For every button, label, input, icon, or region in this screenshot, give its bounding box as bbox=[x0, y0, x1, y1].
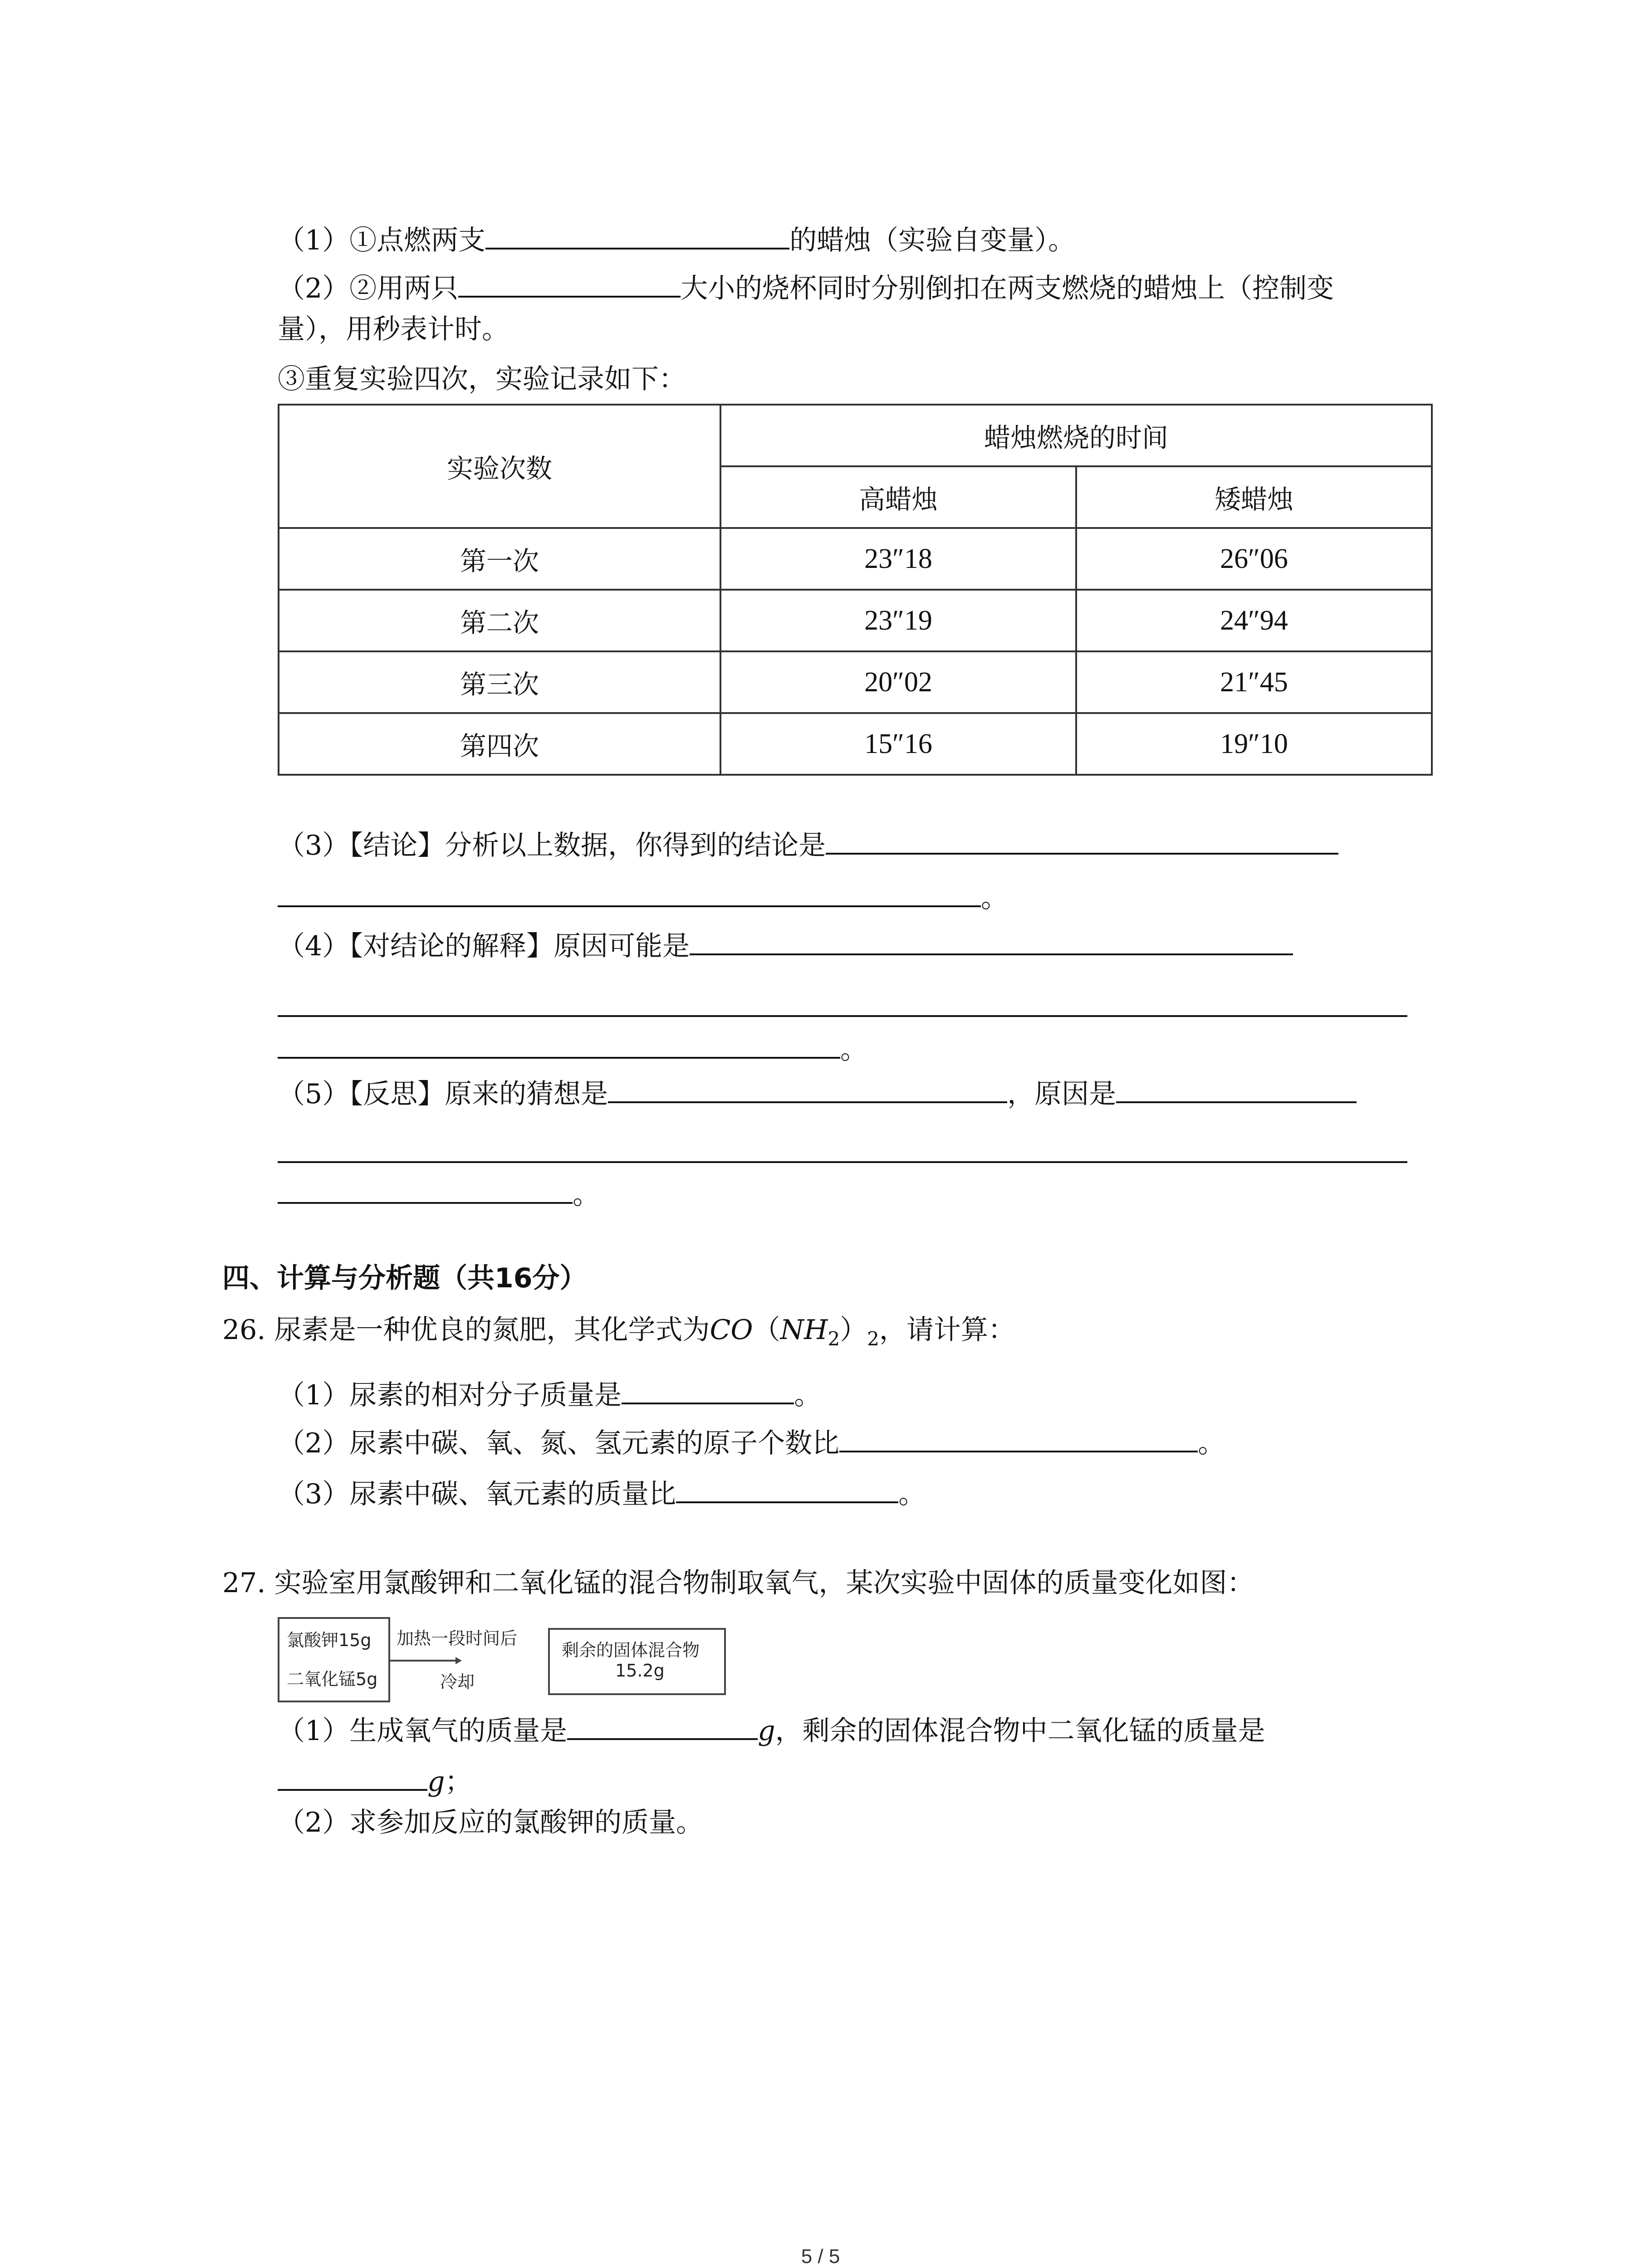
q27-part1-mid: ，剩余的固体混合物中二氧化锰的质量是 bbox=[775, 1715, 1265, 1747]
answer-blank[interactable] bbox=[826, 825, 1338, 855]
reactant-kclo3: 氯酸钾15g bbox=[287, 1630, 372, 1650]
q25-reflection bbox=[278, 1073, 1357, 1112]
q26-part2 bbox=[278, 1422, 1225, 1461]
table-header-trials: 实验次数 bbox=[279, 405, 720, 528]
q25-explanation-prefix: （4）【对结论的解释】原因可能是 bbox=[278, 930, 690, 962]
q25-reflection-prefix: （5）【反思】原来的猜想是 bbox=[278, 1078, 608, 1110]
cell-short: 26″06 bbox=[1076, 528, 1432, 590]
formula-paren: （ bbox=[753, 1314, 780, 1346]
q26-stem-prefix: 26. 尿素是一种优良的氮肥，其化学式为 bbox=[222, 1314, 710, 1346]
answer-line[interactable] bbox=[278, 1161, 1407, 1163]
arrow-label-top: 加热一段时间后 bbox=[397, 1628, 518, 1648]
answer-blank[interactable] bbox=[278, 877, 981, 907]
table-row bbox=[279, 590, 1432, 651]
cell-short: 19″10 bbox=[1076, 713, 1432, 775]
answer-blank[interactable] bbox=[608, 1073, 1007, 1103]
period: 。 bbox=[1198, 1427, 1225, 1459]
q25-part1 bbox=[278, 220, 1075, 259]
cell-tall: 23″19 bbox=[720, 590, 1076, 651]
right-arrow-icon bbox=[389, 1656, 462, 1665]
answer-blank[interactable] bbox=[567, 1710, 758, 1740]
q25-part2 bbox=[278, 268, 1334, 307]
q25-conclusion bbox=[278, 825, 1338, 864]
q27-part1 bbox=[278, 1710, 1265, 1749]
formula-subscript: 2 bbox=[867, 1328, 879, 1350]
row-label: 第二次 bbox=[279, 590, 720, 651]
page-number: 5 / 5 bbox=[801, 2245, 840, 2268]
product-mixture-mass: 15.2g bbox=[615, 1661, 665, 1681]
row-label: 第四次 bbox=[279, 713, 720, 775]
arrow-label-bottom: 冷却 bbox=[440, 1672, 475, 1692]
semicolon: ； bbox=[445, 1766, 472, 1798]
answer-blank[interactable] bbox=[485, 220, 789, 249]
q25-part1-suffix: 的蜡烛（实验自变量）。 bbox=[789, 225, 1076, 256]
answer-blank[interactable] bbox=[458, 268, 681, 298]
cell-tall: 23″18 bbox=[720, 528, 1076, 590]
table-header-short: 矮蜡烛 bbox=[1076, 466, 1432, 528]
q27-part1-line2 bbox=[278, 1761, 472, 1800]
answer-line[interactable] bbox=[278, 1015, 1407, 1017]
formula-co: CO bbox=[710, 1314, 753, 1346]
answer-blank[interactable] bbox=[278, 1761, 427, 1791]
answer-blank[interactable] bbox=[622, 1374, 794, 1404]
period: 。 bbox=[981, 882, 1008, 914]
table-row bbox=[279, 651, 1432, 713]
product-mixture-label: 剩余的固体混合物 bbox=[562, 1640, 700, 1660]
q27-part2: （2）求参加反应的氯酸钾的质量。 bbox=[278, 1807, 704, 1838]
q25-reflection-line3 bbox=[278, 1174, 600, 1213]
table-row bbox=[279, 713, 1432, 775]
q26-part1-prefix: （1）尿素的相对分子质量是 bbox=[278, 1379, 622, 1411]
q25-part3: ③重复实验四次，实验记录如下： bbox=[278, 363, 686, 395]
period: 。 bbox=[794, 1379, 822, 1411]
answer-blank[interactable] bbox=[676, 1473, 898, 1503]
table-row bbox=[279, 528, 1432, 590]
q25-reflection-mid: ，原因是 bbox=[1007, 1078, 1117, 1110]
q26-part1 bbox=[278, 1374, 821, 1413]
q25-explanation bbox=[278, 925, 1293, 964]
cell-tall: 20″02 bbox=[720, 651, 1076, 713]
q25-conclusion-prefix: （3）【结论】分析以上数据，你得到的结论是 bbox=[278, 830, 826, 861]
q26-part3 bbox=[278, 1473, 926, 1512]
section-heading: 四、计算与分析题（共16分） bbox=[222, 1262, 587, 1294]
cell-short: 24″94 bbox=[1076, 590, 1432, 651]
formula-nh: NH bbox=[780, 1314, 828, 1346]
row-label: 第一次 bbox=[279, 528, 720, 590]
q25-explanation-line3 bbox=[278, 1029, 867, 1068]
period: 。 bbox=[898, 1478, 926, 1510]
answer-blank[interactable] bbox=[839, 1422, 1198, 1452]
q26-part2-prefix: （2）尿素中碳、氧、氮、氢元素的原子个数比 bbox=[278, 1427, 840, 1459]
q27-part1-prefix: （1）生成氧气的质量是 bbox=[278, 1715, 568, 1747]
q25-part2-prefix: （2）②用两只 bbox=[278, 273, 459, 304]
unit-g: g bbox=[427, 1766, 445, 1798]
period: 。 bbox=[573, 1179, 600, 1211]
q25-part2-suffix: 大小的烧杯同时分别倒扣在两支燃烧的蜡烛上（控制变 bbox=[681, 273, 1334, 304]
q25-part2-cont: 量），用秒表计时。 bbox=[278, 313, 509, 345]
q25-conclusion-line2 bbox=[278, 877, 1008, 916]
cell-short: 21″45 bbox=[1076, 651, 1432, 713]
q25-part1-prefix: （1）①点燃两支 bbox=[278, 225, 486, 256]
q26-stem-suffix: ，请计算： bbox=[879, 1314, 1015, 1346]
answer-blank[interactable] bbox=[278, 1029, 840, 1059]
answer-blank[interactable] bbox=[278, 1174, 573, 1204]
formula-subscript: 2 bbox=[828, 1328, 840, 1350]
cell-tall: 15″16 bbox=[720, 713, 1076, 775]
period: 。 bbox=[840, 1034, 867, 1066]
mass-change-diagram bbox=[278, 1613, 731, 1703]
experiment-table bbox=[278, 404, 1433, 776]
answer-blank[interactable] bbox=[1116, 1073, 1357, 1103]
table-header-tall: 高蜡烛 bbox=[720, 466, 1076, 528]
answer-blank[interactable] bbox=[690, 925, 1293, 955]
formula-paren: ） bbox=[840, 1314, 867, 1346]
row-label: 第三次 bbox=[279, 651, 720, 713]
q27-stem: 27. 实验室用氯酸钾和二氧化锰的混合物制取氧气，某次实验中固体的质量变化如图： bbox=[222, 1567, 1254, 1599]
reactant-mno2: 二氧化锰5g bbox=[287, 1669, 378, 1689]
q26-stem bbox=[222, 1312, 1015, 1357]
unit-g: g bbox=[758, 1715, 775, 1747]
table-header-burn-time: 蜡烛燃烧的时间 bbox=[720, 405, 1432, 466]
q26-part3-prefix: （3）尿素中碳、氧元素的质量比 bbox=[278, 1478, 676, 1510]
